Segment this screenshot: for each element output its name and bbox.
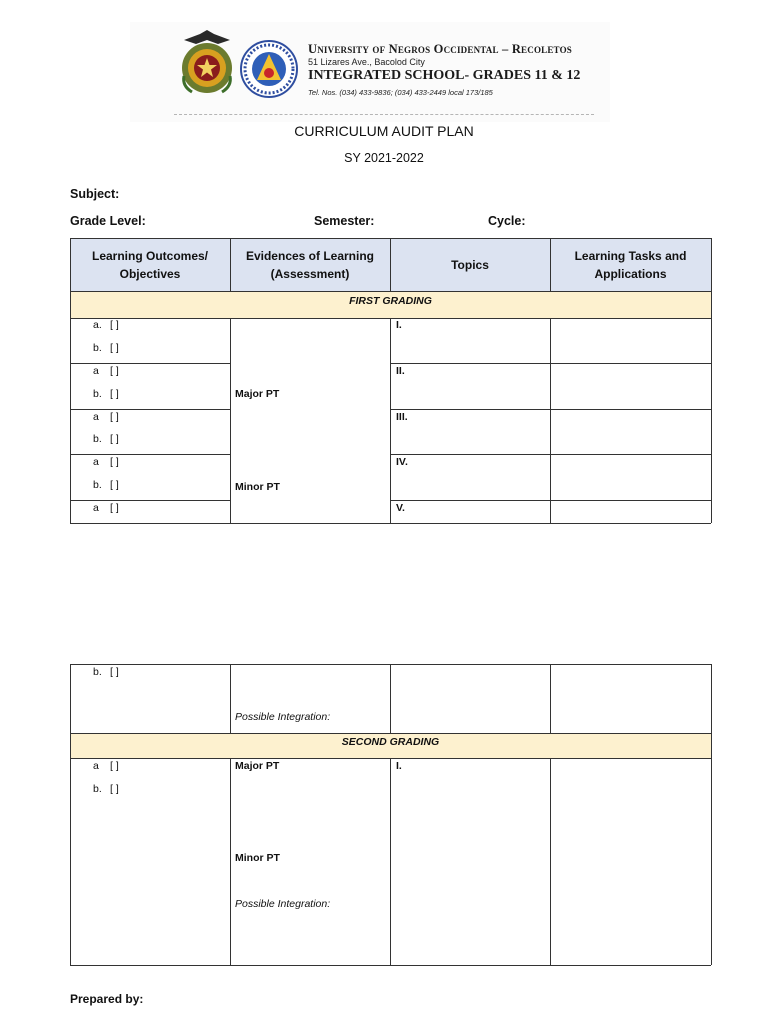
table-border <box>70 409 230 410</box>
cycle-label: Cycle: <box>488 214 526 228</box>
objective-letter: a <box>93 760 99 772</box>
grade-level-label: Grade Level: <box>70 214 146 228</box>
objective-letter: a <box>93 456 99 468</box>
objective-letter: a <box>93 502 99 514</box>
topic-numeral: V. <box>396 502 405 514</box>
column-header-outcomes: Learning Outcomes/ Objectives <box>70 238 230 291</box>
table-border <box>711 664 712 965</box>
table-border <box>230 758 231 965</box>
objective-placeholder: [ ] <box>110 433 119 445</box>
objective-letter: b. <box>93 433 102 445</box>
table-border <box>70 965 711 966</box>
table-border <box>70 500 230 501</box>
table-border <box>390 238 391 291</box>
table-border <box>550 758 551 965</box>
table-border <box>230 318 231 523</box>
university-name: University of Negros Occidental – Recoletos <box>308 42 572 56</box>
university-address: 51 Lizares Ave., Bacolod City <box>308 57 425 67</box>
column-header-evidences: Evidences of Learning (Assessment) <box>230 238 390 291</box>
objective-placeholder: [ ] <box>110 319 119 331</box>
table-border <box>70 238 71 523</box>
objective-letter: a. <box>93 319 102 331</box>
objective-placeholder: [ ] <box>110 388 119 400</box>
table-border <box>550 664 551 733</box>
minor-pt-label: Minor PT <box>235 481 280 493</box>
prepared-by-label: Prepared by: <box>70 992 144 1006</box>
topic-numeral: II. <box>396 365 405 377</box>
topic-numeral: I. <box>396 760 402 772</box>
objective-letter: a <box>93 365 99 377</box>
semester-label: Semester: <box>314 214 375 228</box>
table-border <box>390 318 391 523</box>
header-divider <box>174 114 594 115</box>
major-pt-label: Major PT <box>235 388 280 400</box>
objective-letter: b. <box>93 666 102 678</box>
objective-placeholder: [ ] <box>110 760 119 772</box>
subject-label: Subject: <box>70 187 120 201</box>
integrated-school-logo <box>240 40 298 98</box>
table-border <box>390 758 391 965</box>
second-grading-band: SECOND GRADING <box>70 733 711 758</box>
objective-placeholder: [ ] <box>110 456 119 468</box>
column-header-tasks: Learning Tasks and Applications <box>550 238 711 291</box>
table-border <box>230 238 231 291</box>
objective-placeholder: [ ] <box>110 342 119 354</box>
table-border <box>550 318 551 523</box>
topic-numeral: III. <box>396 411 408 423</box>
objective-letter: b. <box>93 783 102 795</box>
table-border <box>70 523 711 524</box>
school-year: SY 2021-2022 <box>344 151 424 165</box>
major-pt-label: Major PT <box>235 760 280 772</box>
objective-placeholder: [ ] <box>110 502 119 514</box>
table-border <box>70 454 230 455</box>
table-border <box>70 733 711 734</box>
objective-placeholder: [ ] <box>110 783 119 795</box>
telephone-numbers: Tel. Nos. (034) 433-9836; (034) 433-2449 local 173/185 <box>308 88 493 97</box>
document-title: CURRICULUM AUDIT PLAN <box>294 123 474 139</box>
table-border <box>550 238 551 291</box>
topic-numeral: I. <box>396 319 402 331</box>
school-name: INTEGRATED SCHOOL- GRADES 11 & 12 <box>308 68 581 83</box>
objective-letter: b. <box>93 388 102 400</box>
objective-placeholder: [ ] <box>110 365 119 377</box>
minor-pt-label: Minor PT <box>235 852 280 864</box>
table-border <box>711 238 712 523</box>
objective-placeholder: [ ] <box>110 666 119 678</box>
school-seal-logo <box>178 30 236 96</box>
table-border <box>390 664 391 733</box>
table-border <box>70 291 711 292</box>
objective-placeholder: [ ] <box>110 479 119 491</box>
table-border <box>70 664 71 965</box>
first-grading-band: FIRST GRADING <box>70 291 711 318</box>
possible-integration-label: Possible Integration: <box>235 898 331 910</box>
objective-placeholder: [ ] <box>110 411 119 423</box>
possible-integration-label: Possible Integration: <box>235 711 331 723</box>
table-border <box>230 664 231 733</box>
objective-letter: a <box>93 411 99 423</box>
topic-numeral: IV. <box>396 456 408 468</box>
objective-letter: b. <box>93 479 102 491</box>
column-header-topics: Topics <box>390 238 550 291</box>
objective-letter: b. <box>93 342 102 354</box>
table-border <box>70 363 230 364</box>
